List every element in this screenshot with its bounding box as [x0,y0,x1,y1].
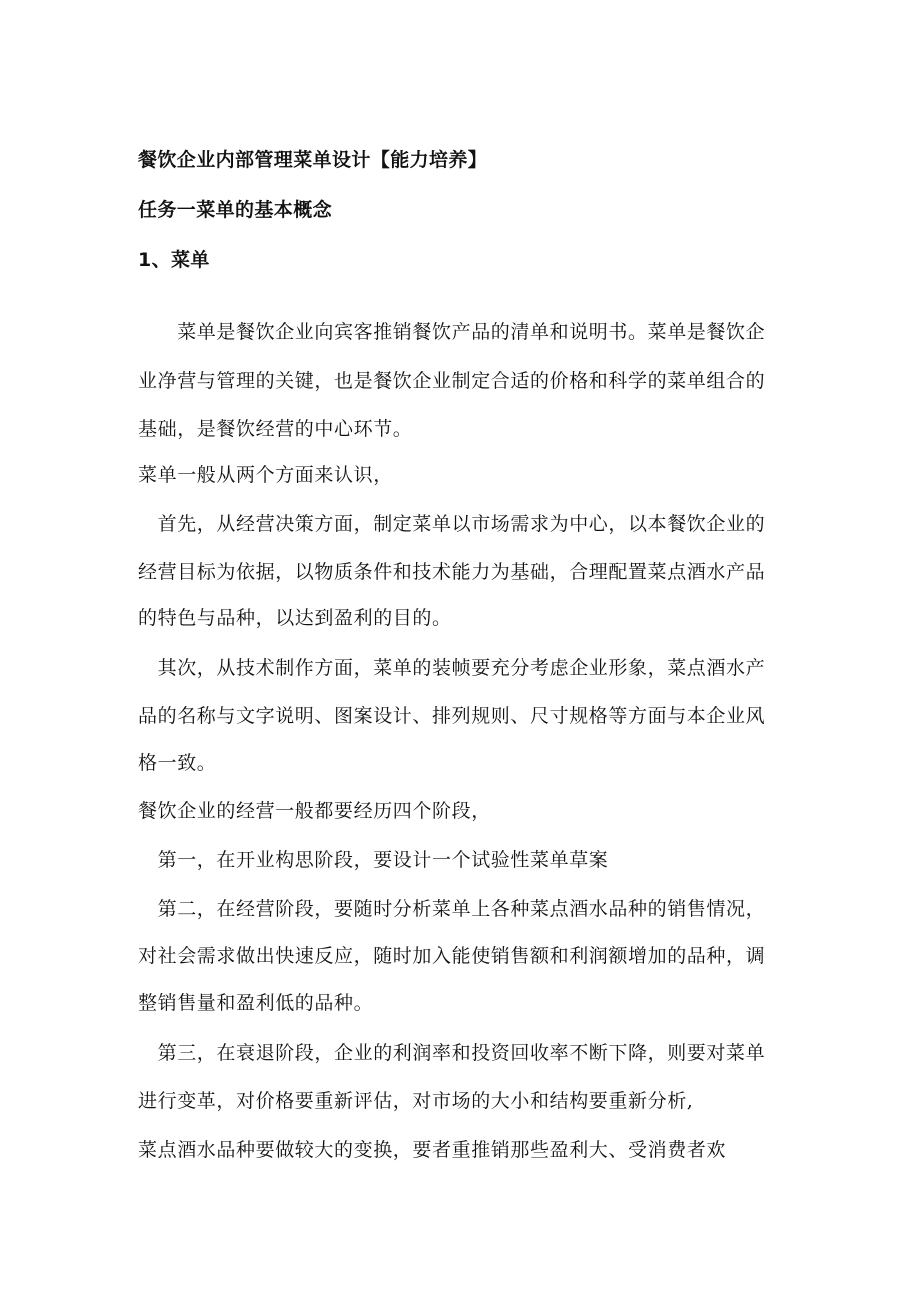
task-heading: 任务一菜单的基本概念 [138,199,333,221]
text-line: 整销售量和盈利低的品种。 [138,992,374,1014]
text-line: 对社会需求做出快速反应，随时加入能使销售额和利润额增加的品种，调 [138,945,766,967]
text-line: 第二，在经营阶段，要随时分析菜单上各种菜点酒水品种的销售情况， [138,898,766,920]
text-line: 经营目标为依据，以物质条件和技术能力为基础，合理配置菜点酒水产品 [138,561,766,583]
text-line: 首先，从经营决策方面，制定菜单以市场需求为中心，以本餐饮企业的 [138,513,766,535]
text-line: 第一，在开业构思阶段，要设计一个试验性菜单草案 [138,849,609,871]
text-line: 业净营与管理的关键，也是餐饮企业制定合适的价格和科学的菜单组合的 [138,370,766,392]
text-line: 菜单是餐饮企业向宾客推销餐饮产品的清单和说明书。菜单是餐饮企 [138,321,766,343]
text-line: 进行变革，对价格要重新评估，对市场的大小和结构要重新分析, [138,1090,694,1112]
section-heading: 1、菜单 [138,249,210,271]
text-line: 餐饮企业的经营一般都要经历四个阶段， [138,800,491,822]
document-title: 餐饮企业内部管理菜单设计【能力培养】 [138,149,488,171]
text-line: 菜单一般从两个方面来认识， [138,464,393,486]
text-line: 其次，从技术制作方面，菜单的装帧要充分考虑企业形象，菜点酒水产 [138,657,766,679]
text-line: 的特色与品种，以达到盈利的目的。 [138,607,452,629]
text-line: 格一致。 [138,752,217,774]
text-line: 菜点酒水品种要做较大的变换，要者重推销那些盈利大、受消费者欢 [138,1139,727,1161]
text-line: 基础，是餐饮经营的中心环节。 [138,418,413,440]
text-line: 品的名称与文字说明、图案设计、排列规则、尺寸规格等方面与本企业风 [138,705,766,727]
text-line: 第三，在衰退阶段，企业的利润率和投资回收率不断下降，则要对菜单 [138,1042,766,1064]
